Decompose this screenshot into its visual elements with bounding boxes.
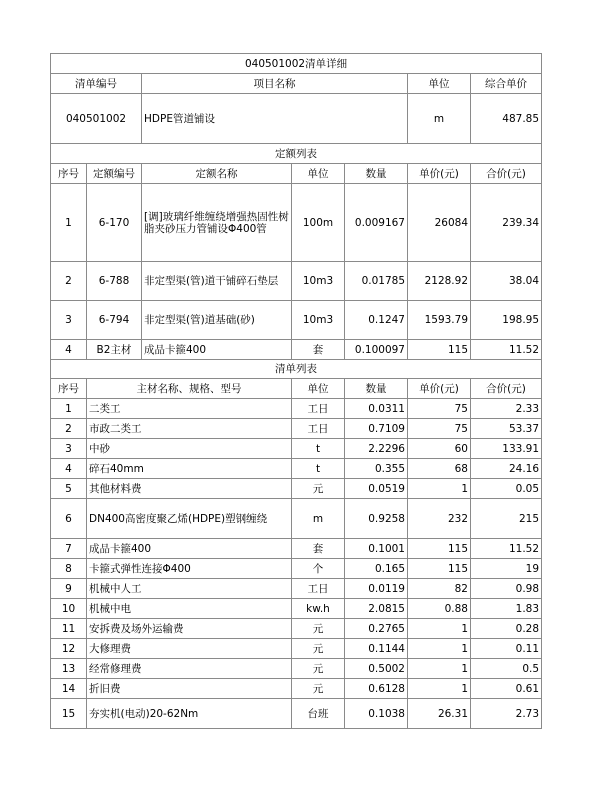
quota-name: 非定型渠(管)道干铺碎石垫层 <box>142 262 292 301</box>
quota-price: 26084 <box>408 184 471 262</box>
material-name: 机械中电 <box>87 599 292 619</box>
quota-col-header: 定额名称 <box>142 164 292 184</box>
material-name: 其他材料费 <box>87 479 292 499</box>
material-no: 5 <box>51 479 87 499</box>
material-col-header: 数量 <box>345 379 408 399</box>
material-unit: t <box>292 459 345 479</box>
quota-code: B2主材 <box>87 340 142 360</box>
quota-qty: 0.1247 <box>345 301 408 340</box>
quota-col-header: 数量 <box>345 164 408 184</box>
title-row <box>51 54 542 74</box>
quota-name: 成品卡箍400 <box>142 340 292 360</box>
material-row <box>51 619 542 639</box>
material-price: 82 <box>408 579 471 599</box>
bill-price: 487.85 <box>471 94 542 144</box>
material-name: 夯实机(电动)20-62Nm <box>87 699 292 729</box>
material-total: 133.91 <box>471 439 542 459</box>
material-price: 1 <box>408 679 471 699</box>
material-row <box>51 599 542 619</box>
material-qty: 0.1038 <box>345 699 408 729</box>
quota-col-header: 单价(元) <box>408 164 471 184</box>
quota-qty: 0.009167 <box>345 184 408 262</box>
material-unit: 元 <box>292 479 345 499</box>
material-row <box>51 679 542 699</box>
material-no: 14 <box>51 679 87 699</box>
material-total: 19 <box>471 559 542 579</box>
material-row <box>51 459 542 479</box>
material-total: 0.11 <box>471 639 542 659</box>
material-qty: 0.5002 <box>345 659 408 679</box>
material-price: 1 <box>408 659 471 679</box>
quota-unit: 10m3 <box>292 301 345 340</box>
material-no: 13 <box>51 659 87 679</box>
material-no: 6 <box>51 499 87 539</box>
material-total: 0.05 <box>471 479 542 499</box>
material-name: 二类工 <box>87 399 292 419</box>
material-unit: 个 <box>292 559 345 579</box>
material-qty: 0.2765 <box>345 619 408 639</box>
quota-col-header: 序号 <box>51 164 87 184</box>
quota-qty: 0.01785 <box>345 262 408 301</box>
material-row <box>51 699 542 729</box>
material-name: 安拆费及场外运输费 <box>87 619 292 639</box>
material-qty: 0.9258 <box>345 499 408 539</box>
quota-row <box>51 262 542 301</box>
material-no: 3 <box>51 439 87 459</box>
material-qty: 0.1001 <box>345 539 408 559</box>
quota-col-header: 合价(元) <box>471 164 542 184</box>
material-name: 中砂 <box>87 439 292 459</box>
quota-unit: 10m3 <box>292 262 345 301</box>
material-row <box>51 419 542 439</box>
material-qty: 0.165 <box>345 559 408 579</box>
bill-unit-header: 单位 <box>408 74 471 94</box>
quota-col-header: 定额编号 <box>87 164 142 184</box>
material-qty: 0.6128 <box>345 679 408 699</box>
material-name: 成品卡箍400 <box>87 539 292 559</box>
material-row <box>51 479 542 499</box>
material-no: 7 <box>51 539 87 559</box>
material-unit: m <box>292 499 345 539</box>
material-col-header: 单价(元) <box>408 379 471 399</box>
material-row <box>51 659 542 679</box>
quota-unit: 套 <box>292 340 345 360</box>
material-no: 15 <box>51 699 87 729</box>
quota-total: 38.04 <box>471 262 542 301</box>
material-qty: 2.0815 <box>345 599 408 619</box>
material-unit: 元 <box>292 639 345 659</box>
quota-name: 非定型渠(管)道基础(砂) <box>142 301 292 340</box>
material-price: 1 <box>408 619 471 639</box>
material-price: 68 <box>408 459 471 479</box>
material-name: 卡箍式弹性连接Φ400 <box>87 559 292 579</box>
material-qty: 0.1144 <box>345 639 408 659</box>
material-header-row <box>51 379 542 399</box>
material-row <box>51 499 542 539</box>
material-row <box>51 559 542 579</box>
bill-code-header: 清单编号 <box>51 74 142 94</box>
material-qty: 0.7109 <box>345 419 408 439</box>
quota-total: 11.52 <box>471 340 542 360</box>
bill-header-row <box>51 74 542 94</box>
material-total: 2.33 <box>471 399 542 419</box>
material-section-title: 清单列表 <box>51 360 542 379</box>
material-no: 11 <box>51 619 87 639</box>
material-price: 60 <box>408 439 471 459</box>
material-name: 大修理费 <box>87 639 292 659</box>
material-unit: t <box>292 439 345 459</box>
quota-qty: 0.100097 <box>345 340 408 360</box>
bill-item-row <box>51 94 542 144</box>
material-total: 215 <box>471 499 542 539</box>
material-row <box>51 579 542 599</box>
material-qty: 0.0519 <box>345 479 408 499</box>
material-row <box>51 539 542 559</box>
material-price: 1 <box>408 479 471 499</box>
material-unit: 套 <box>292 539 345 559</box>
material-price: 75 <box>408 399 471 419</box>
material-col-header: 主材名称、规格、型号 <box>87 379 292 399</box>
quota-no: 2 <box>51 262 87 301</box>
material-qty: 0.355 <box>345 459 408 479</box>
material-price: 115 <box>408 539 471 559</box>
bill-price-header: 综合单价 <box>471 74 542 94</box>
material-unit: 元 <box>292 659 345 679</box>
quota-no: 3 <box>51 301 87 340</box>
material-no: 10 <box>51 599 87 619</box>
quota-no: 1 <box>51 184 87 262</box>
material-unit: 工日 <box>292 419 345 439</box>
material-row <box>51 399 542 419</box>
material-no: 2 <box>51 419 87 439</box>
quota-code: 6-788 <box>87 262 142 301</box>
material-qty: 0.0119 <box>345 579 408 599</box>
material-unit: 工日 <box>292 579 345 599</box>
quota-header-row <box>51 164 542 184</box>
material-col-header: 序号 <box>51 379 87 399</box>
material-price: 1 <box>408 639 471 659</box>
material-qty: 0.0311 <box>345 399 408 419</box>
quota-row <box>51 340 542 360</box>
quota-price: 2128.92 <box>408 262 471 301</box>
material-unit: kw.h <box>292 599 345 619</box>
quota-col-header: 单位 <box>292 164 345 184</box>
material-col-header: 单位 <box>292 379 345 399</box>
material-price: 232 <box>408 499 471 539</box>
material-no: 4 <box>51 459 87 479</box>
material-unit: 台班 <box>292 699 345 729</box>
material-name: 经常修理费 <box>87 659 292 679</box>
material-no: 1 <box>51 399 87 419</box>
material-total: 1.83 <box>471 599 542 619</box>
quota-row <box>51 184 542 262</box>
bill-name-header: 项目名称 <box>142 74 408 94</box>
quota-price: 1593.79 <box>408 301 471 340</box>
material-no: 8 <box>51 559 87 579</box>
material-name: DN400高密度聚乙烯(HDPE)塑钢缠绕 <box>87 499 292 539</box>
bill-name: HDPE管道铺设 <box>142 94 408 144</box>
material-total: 0.28 <box>471 619 542 639</box>
material-unit: 元 <box>292 679 345 699</box>
quota-total: 198.95 <box>471 301 542 340</box>
material-unit: 元 <box>292 619 345 639</box>
material-price: 115 <box>408 559 471 579</box>
quota-unit: 100m <box>292 184 345 262</box>
quota-total: 239.34 <box>471 184 542 262</box>
quota-no: 4 <box>51 340 87 360</box>
material-no: 12 <box>51 639 87 659</box>
material-total: 0.61 <box>471 679 542 699</box>
material-total: 11.52 <box>471 539 542 559</box>
material-total: 53.37 <box>471 419 542 439</box>
material-row <box>51 639 542 659</box>
material-name: 市政二类工 <box>87 419 292 439</box>
bill-detail-table <box>50 53 542 729</box>
table-title: 040501002清单详细 <box>51 54 542 74</box>
material-total: 0.5 <box>471 659 542 679</box>
material-col-header: 合价(元) <box>471 379 542 399</box>
quota-code: 6-794 <box>87 301 142 340</box>
material-section-row <box>51 360 542 379</box>
material-name: 机械中人工 <box>87 579 292 599</box>
bill-code: 040501002 <box>51 94 142 144</box>
quota-code: 6-170 <box>87 184 142 262</box>
material-name: 碎石40mm <box>87 459 292 479</box>
material-unit: 工日 <box>292 399 345 419</box>
material-qty: 2.2296 <box>345 439 408 459</box>
material-name: 折旧费 <box>87 679 292 699</box>
material-total: 0.98 <box>471 579 542 599</box>
material-price: 75 <box>408 419 471 439</box>
quota-section-row <box>51 144 542 164</box>
quota-price: 115 <box>408 340 471 360</box>
material-total: 2.73 <box>471 699 542 729</box>
quota-name: [调]玻璃纤维缠绕增强热固性树脂夹砂压力管铺设Φ400管 <box>142 184 292 262</box>
quota-section-title: 定额列表 <box>51 144 542 164</box>
bill-unit: m <box>408 94 471 144</box>
material-row <box>51 439 542 459</box>
quota-row <box>51 301 542 340</box>
material-total: 24.16 <box>471 459 542 479</box>
material-no: 9 <box>51 579 87 599</box>
material-price: 26.31 <box>408 699 471 729</box>
material-price: 0.88 <box>408 599 471 619</box>
